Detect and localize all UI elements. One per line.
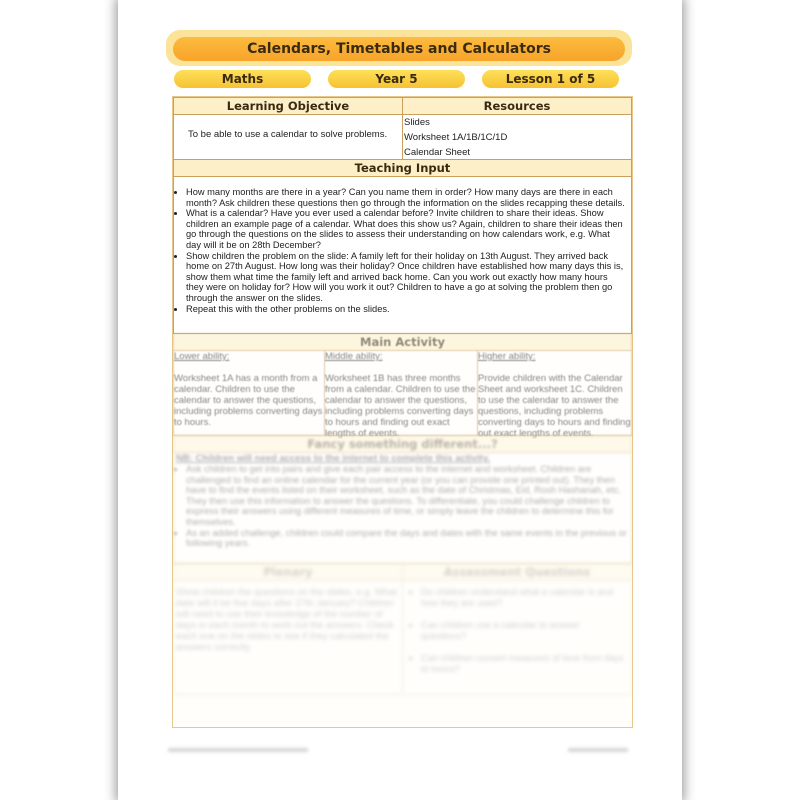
resources-header: Resources: [402, 97, 632, 115]
teaching-input-cell: [173, 176, 632, 334]
plenary-text: Show children the questions on the slides, e.g. What date will it be five days after 27th January? Children will need to use their knowledge of the number of days in each month to work out the answers. Check each one on the slides to see if they calculated the answers correctly.: [176, 587, 397, 653]
main-activity-header: Main Activity: [173, 333, 632, 351]
year-pill: Year 5: [328, 70, 465, 88]
learning-objective-cell: [173, 114, 403, 160]
assessment-header: Assessment Questions: [402, 563, 632, 581]
learning-objective-header: Learning Objective: [173, 97, 403, 115]
footer-left-mark: [168, 748, 308, 752]
assessment-cell: [402, 580, 632, 695]
higher-ability-cell: [477, 350, 632, 439]
teaching-bullet: • What is a calendar? Have you ever used a calendar before? Invite children to share their ideas. Show children an example page of a calendar. What does this show us? Again, children to share their ideas then go through the questions on the slides to assess their understanding on how calendars work, e.g. What day will it be on 28th December?: [186, 208, 627, 250]
fancy-cell: [173, 452, 632, 564]
middle-ability-label: Middle ability:: [325, 351, 383, 362]
fancy-bullet: • Ask children to get into pairs and give each pair access to the internet and worksheet. Children are challenged to find an online calendar for the current year (or you can provide one printed out). They then have to find the events listed on their worksheet, such as the date of Christmas, Eid, Rosh Hashanah, etc. They then use this information to answer the questions. To differentiate, you could challenge children to express their answers using different measures of time, or simply leave the children to determine this for themselves.: [186, 464, 627, 528]
teaching-bullet: • Repeat this with the other problems on the slides.: [186, 304, 627, 315]
teaching-bullet: • How many months are there in a year? Can you name them in order? How many days are there in each month? Ask children these questions then go through the information on the slides recapping these details.: [186, 187, 627, 208]
lower-ability-cell: [173, 350, 325, 436]
middle-ability-text: Worksheet 1B has three months from a calendar. Children to use the calendar to answer the questions, including problems converting days to hours and finding out exact lengths of events.: [325, 373, 476, 439]
plenary-header: Plenary: [173, 563, 403, 581]
fancy-header: Fancy something different...?: [173, 435, 632, 453]
fancy-bullet: • As an added challenge, children could compare the days and dates with the same events in the previous or following years.: [186, 528, 627, 549]
higher-ability-label: Higher ability:: [478, 351, 536, 362]
assessment-bullet: • Can children convert measures of time from days to hours?: [421, 653, 627, 674]
resources-cell: [402, 114, 632, 160]
resource-item: Calendar Sheet: [404, 147, 471, 158]
resource-item: Slides: [404, 117, 430, 128]
lesson-plan-sheet: [118, 0, 682, 800]
teaching-bullet: • Show children the problem on the slide: A family left for their holiday on 13th August. They arrived back home on 27th August. How long was their holiday? Once children have established how many days this is, show them what time the family left and arrived back home. Can you work out exactly how many hours they were on holiday for? How will you work it out? Children to have a go at solving the problem then go through the answer on the slides.: [186, 251, 627, 304]
higher-ability-text: Provide children with the Calendar Sheet and worksheet 1C. Children to use the calendar to answer the questions, including problems converting days to hours and finding out exact lengths of events.: [478, 373, 631, 439]
lower-ability-label: Lower ability:: [174, 351, 230, 362]
middle-ability-cell: [324, 350, 478, 439]
plan-card: [172, 96, 633, 728]
info-pills: [166, 68, 632, 90]
footer-right-mark: [568, 748, 628, 752]
title-banner: [166, 30, 632, 66]
plenary-cell: [173, 580, 403, 695]
subject-pill: Maths: [174, 70, 311, 88]
assessment-bullet: • Do children understand what a calendar is and how they are used?: [421, 587, 627, 608]
page-title: Calendars, Timetables and Calculators: [173, 37, 625, 61]
learning-objective-text: To be able to use a calendar to solve problems.: [188, 129, 388, 140]
fancy-note: NB: Children will need access to the internet to complete this activity.: [176, 453, 490, 464]
assessment-bullet: • Can children use a calendar to answer questions?: [421, 620, 627, 641]
lower-ability-text: Worksheet 1A has a month from a calendar. Children to use the calendar to answer the questions, including problems converting days to hours.: [174, 373, 323, 428]
lesson-pill: Lesson 1 of 5: [482, 70, 619, 88]
teaching-input-header: Teaching Input: [173, 159, 632, 177]
resource-item: Worksheet 1A/1B/1C/1D: [404, 132, 508, 143]
